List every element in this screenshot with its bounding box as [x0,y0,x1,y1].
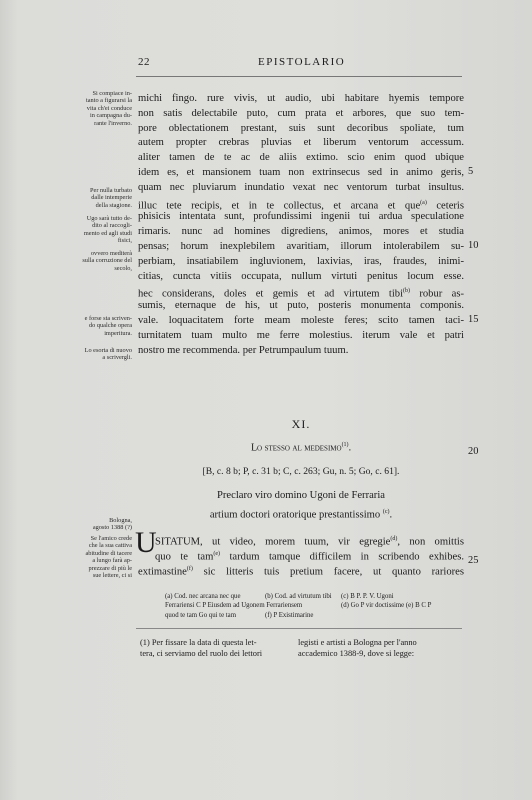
margin-note: e forse sta scriven- do qualche opera imperitura. [84,315,132,337]
address-line: Preclaro viro domino Ugoni de Ferraria [217,490,385,501]
margin-note: Lo esorta di nuovo a scrivergli. [84,347,132,362]
line-number: 10 [468,240,479,251]
footnote-rule [136,628,462,629]
text-line: pore oblectationem prestant, suis sunt decoribus spoliate, tum [138,122,464,134]
line-number: 5 [468,166,474,177]
text-line: illuc tete recipis, et in te collectus, et arcana et que$^{(a)}$ ceteris [138,199,464,212]
text-line: hec considerans, doles et gemis et ad virtutem tibi$^{(b)}$ robur as- [138,288,464,300]
letter-opening [155,532,464,562]
text-line: turnitatem tuam multo me ferre molestius. iterum vale et patri [138,329,464,341]
text-line: pensas; horum inexplebilem avaritiam, illorum intolerabilem su- [138,240,464,252]
text-line: michi fingo. rure vivis, ut audio, ubi habitare hyemis tempore [138,93,464,104]
section-title: Lo stesso al medesimo$^{(1)}$. [250,442,352,454]
footnote-ref: (1) [341,442,349,448]
margin-note: Se l'amico crede che la sua cattiva abitudine di tacere a lungo farà ap- prezzare di più le sue lettere, ci si [85,535,132,580]
variant-notes [165,592,465,620]
text-line: citias, cuncta vitiis occupata, nullum virtuti penitus locum esse. [138,270,464,282]
drop-capital: U [135,526,157,559]
variant-row: (a) Cod. nec arcana nec que (b) Cod. ad virtutum tibi (c) B P. P. V. Ugoni [165,593,394,600]
text-line: nostro me recommenda. per Petrumpaulum tuum. [138,344,349,356]
letter-body-text [138,92,464,358]
text-line: vale. loquacitatem forte meam moleste feres; scito tamen taci- [138,314,464,326]
footnote-ref: (a) [420,199,427,206]
text-line: phisicis intentata sunt, profundissimi ingenii tui ardua speculatione [138,211,464,223]
line-number: 25 [468,555,479,566]
footnote-ref: (b) [403,288,411,295]
text-line: idem es, et mansionem tuam non extrinsecus sed in animo geris, [138,166,464,178]
text-line: autem propter crebras pluvias et liberum ventorum accessum. [138,137,464,149]
variant-row: Ferrariensi C P Eiusdem ad Ugonem Ferrariensem (d) Go P vir doctissime (e) B C P [165,602,432,610]
footnote-column-left: (1) Per fissare la data di questa let- tera, ci serviamo del ruolo dei lettori [140,638,263,658]
page-number: 22 [138,56,150,68]
footnote-ref: (c) [382,509,390,515]
text-line: aliter tamen de te ac de aliis extimo. scio enim quod ubique [138,152,464,164]
margin-note: Per nulla turbato dalle intemperie della stagione. [90,187,132,209]
text-line: quam nec pluviarum inundatio vexat nec ventorum turbat insultus. [138,181,464,193]
margin-note-date: Bologna, agosto 1388 (?) [92,517,132,532]
line-number: 20 [468,446,479,457]
margin-note: ovvero mediterà sulla corruzione del secolo, [82,250,132,272]
text-line: perbiam, insatiabilem ingluvionem, laxivias, iras, fraudes, inimi- [138,255,464,267]
text-line: SITATUM, ut video, morem tuum, vir egregie$^{(d)}$, non omittis [155,536,464,548]
page-header [0,56,532,70]
variant-row: quod te tam Go qui te tam (f) P Existimarine [165,611,314,619]
manuscript-sigla: [B, c. 8 b; P, c. 31 b; C, c. 263; Gu, n. 5; Go, c. 61]. [202,466,400,477]
text-line: non satis delectabile puto, cum prata et arbores, que suo tem- [138,107,464,119]
text-line: sumis, eternaque de his, ut puto, posteris monumenta componis. [138,300,464,312]
margin-note: Si compiace in- tanto a figurarsi la vita ch'ei conduce in campagna du- rante l'inverno. [86,90,132,127]
line-number: 15 [468,314,479,325]
text-line: quo te tam$^{(e)}$ tardum tamque difficilem in scribendo exhibes. [155,550,465,563]
running-title: EPISTOLARIO [258,56,346,68]
letter-opening-continued [138,562,464,577]
section-number: XI. [291,417,311,431]
margin-note: Ugo sarà tutto de- dito al raccogli- mento ed agli studi fisici, [83,215,132,245]
footnote-column-right: legisti e artisti a Bologna per l'anno accademico 1388-9, dove si legge: [298,638,417,658]
text-line: rimaris. nunc ad homines digrediens, animos, mores et studia [138,226,464,238]
header-rule [136,76,462,77]
text-line: extimastine$^{(f)}$ sic litteris tuis pretium facere, ut quanto rariores [138,565,464,578]
address-line: artium doctori oratorique prestantissimo $^{(c)}$. [209,509,393,521]
